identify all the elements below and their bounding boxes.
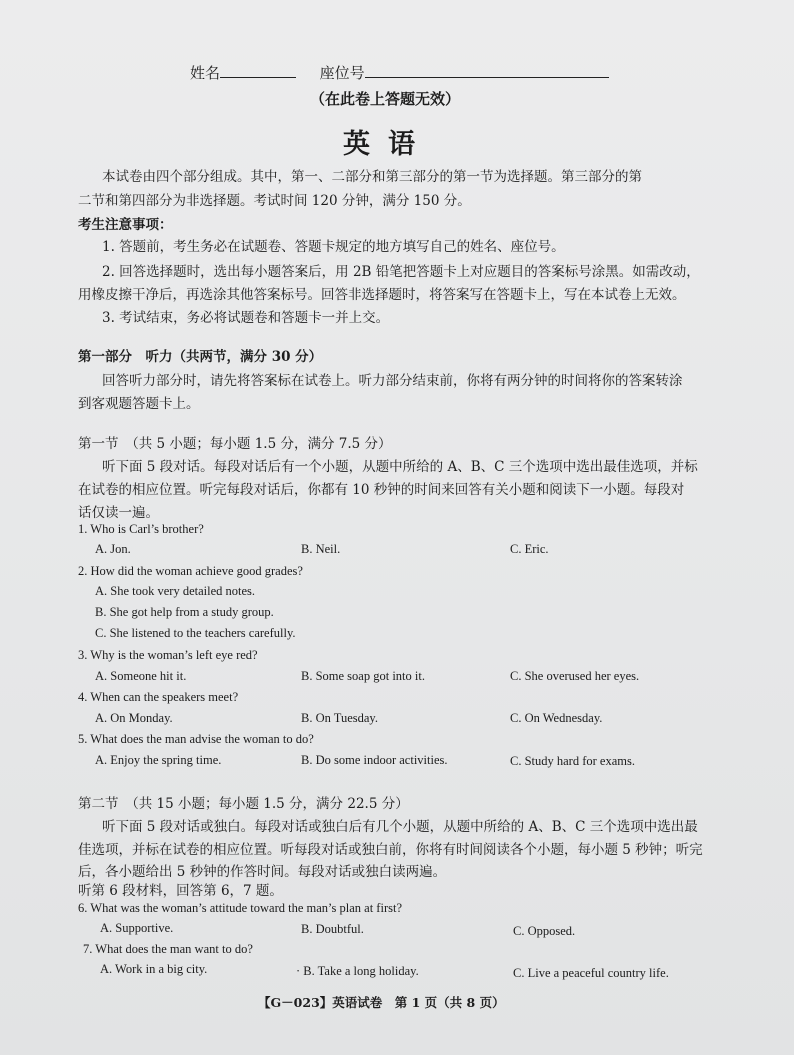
note-3: 3. 考试结束，务必将试题卷和答题卡一并上交。 [102, 310, 390, 326]
note-1: 1. 答题前，考生务必在试题卷、答题卡规定的地方填写自己的姓名、座位号。 [102, 239, 565, 255]
note-2b: 用橡皮擦干净后，再选涂其他答案标号。回答非选择题时，将答案写在答题卡上，写在本试卷上无效。 [78, 287, 686, 303]
q5-option-b: B. Do some indoor activities. [301, 753, 448, 767]
q2-option-c: C. She listened to the teachers carefully. [95, 626, 296, 640]
q7-option-a: A. Work in a big city. [100, 962, 208, 976]
page-footer: 【G－023】英语试卷 第 1 页（共 8 页） [258, 995, 505, 1010]
q4-option-c: C. On Wednesday. [510, 711, 603, 725]
q6-option-c: C. Opposed. [513, 924, 576, 938]
part1-title: 第一部分 听力（共两节，满分 30 分） [78, 349, 323, 365]
q3-option-b: B. Some soap got into it. [301, 669, 425, 683]
q4-option-b: B. On Tuesday. [301, 711, 378, 725]
q6-option-b: B. Doubtful. [301, 922, 364, 936]
seat-label: 座位号 [319, 64, 365, 82]
section1-inst-2: 在试卷的相应位置。听完每段对话后，你都有 10 秒钟的时间来回答有关小题和阅读下一小题。每段对 [78, 482, 685, 498]
note-2a: 2. 回答选择题时，选出每小题答案后，用 2B 铅笔把答题卡上对应题目的答案标号涂黑。如需改动， [102, 264, 700, 280]
question-7: 7. What does the man want to do? [83, 942, 253, 956]
name-field-row [190, 62, 609, 83]
section1-inst-1: 听下面 5 段对话。每段对话后有一个小题，从题中所给的 A、B、C 三个选项中选出最佳选项，并标 [102, 459, 698, 475]
q3-option-c: C. She overused her eyes. [510, 669, 640, 683]
name-label: 姓名 [190, 64, 221, 82]
notes-title: 考生注意事项： [78, 217, 173, 233]
section2-inst-3: 后，各小题给出 5 秒钟的作答时间。每段对话或独白读两遍。 [78, 864, 447, 880]
intro-line-1: 本试卷由四个部分组成。其中，第一、二部分和第三部分的第一节为选择题。第三部分的第 [102, 169, 642, 185]
question-5: 5. What does the man advise the woman to do? [78, 732, 314, 746]
invalid-notice: （在此卷上答题无效） [310, 90, 461, 108]
q1-option-a: A. Jon. [95, 542, 131, 556]
question-1: 1. Who is Carl’s brother? [78, 522, 204, 536]
question-2: 2. How did the woman achieve good grades? [78, 564, 303, 578]
q6-option-a: A. Supportive. [100, 921, 174, 935]
section1-inst-3: 话仅读一遍。 [78, 505, 159, 521]
q7-option-c: C. Live a peaceful country life. [513, 966, 669, 980]
intro-line-2: 二节和第四部分为非选择题。考试时间 120 分钟，满分 150 分。 [78, 193, 471, 209]
section2-title: 第二节 （共 15 小题；每小题 1.5 分，满分 22.5 分） [78, 796, 409, 812]
q7-option-b: · B. Take a long holiday. [296, 964, 419, 978]
question-4: 4. When can the speakers meet? [78, 690, 239, 704]
q5-option-a: A. Enjoy the spring time. [95, 753, 222, 767]
section2-inst-2: 佳选项，并标在试卷的相应位置。听每段对话或独白前，你将有时间阅读各个小题，每小题 5 秒钟；听完 [78, 842, 703, 858]
q3-option-a: A. Someone hit it. [95, 669, 187, 683]
q5-option-c: C. Study hard for exams. [510, 754, 635, 768]
section1-title: 第一节 （共 5 小题；每小题 1.5 分，满分 7.5 分） [78, 436, 392, 452]
section2-material: 听第 6 段材料，回答第 6，7 题。 [78, 883, 283, 899]
part1-desc-1: 回答听力部分时，请先将答案标在试卷上。听力部分结束前，你将有两分钟的时间将你的答案转涂 [102, 373, 683, 389]
part1-desc-2: 到客观题答题卡上。 [78, 396, 200, 412]
question-3: 3. Why is the woman’s left eye red? [78, 648, 258, 662]
q1-option-c: C. Eric. [510, 542, 549, 556]
seat-blank [365, 63, 609, 78]
q4-option-a: A. On Monday. [95, 711, 173, 725]
name-blank [220, 63, 296, 78]
q2-option-b: B. She got help from a study group. [95, 605, 274, 619]
subject-title: 英语 [343, 129, 433, 160]
question-6: 6. What was the woman’s attitude toward the man’s plan at first? [78, 901, 402, 915]
q1-option-b: B. Neil. [301, 542, 341, 556]
q2-option-a: A. She took very detailed notes. [95, 584, 256, 598]
section2-inst-1: 听下面 5 段对话或独白。每段对话或独白后有几个小题，从题中所给的 A、B、C 三个选项中选出最 [102, 819, 698, 835]
